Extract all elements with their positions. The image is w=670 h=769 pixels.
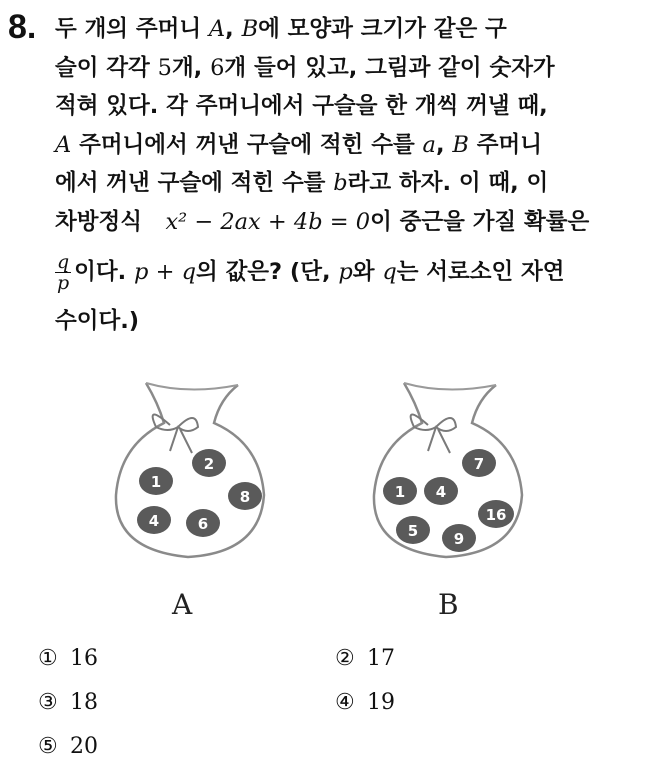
equation: x² − 2ax + 4b = 0 xyxy=(165,208,371,235)
ball-number: 4 xyxy=(148,512,160,530)
bag-a-illustration xyxy=(100,375,280,575)
bag-b-illustration xyxy=(358,375,538,575)
stem-line-4: A 주머니에서 꺼낸 구슬에 적힌 수를 a, B 주머니 xyxy=(55,131,542,158)
bag-neck xyxy=(404,383,496,390)
stem-line-2 xyxy=(55,49,655,88)
bow-ribbon-icon xyxy=(153,414,198,453)
stem-line-1 xyxy=(55,10,655,49)
ball-number: 6 xyxy=(197,515,209,533)
choice-3[interactable] xyxy=(38,690,98,715)
stem-line-5: 에서 꺼낸 구슬에 적힌 수를 b라고 하자. 이 때, 이 xyxy=(55,170,549,197)
choice-marker: ⑤ xyxy=(38,734,58,759)
ball-number: 9 xyxy=(453,530,465,548)
choice-value: 19 xyxy=(367,690,395,715)
stem-line-8: 수이다.) xyxy=(55,307,140,334)
ball-number: 16 xyxy=(485,506,507,524)
choice-marker: ② xyxy=(335,646,355,671)
stem-line-3: 적혀 있다. 각 주머니에서 구슬을 한 개씩 꺼낼 때, xyxy=(55,93,548,120)
choice-marker: ① xyxy=(38,646,58,671)
bag-b-label: B xyxy=(438,588,459,621)
choice-marker: ③ xyxy=(38,690,58,715)
stem-line-7: $\frac{q}{p}$ 이다. p + q의 값은? (단, p와 q는 서로소인 자연 xyxy=(57,250,565,294)
choice-2[interactable] xyxy=(335,646,395,671)
ball-number: 8 xyxy=(239,488,251,506)
choice-value: 20 xyxy=(70,734,98,759)
bag-a-label: A xyxy=(172,588,193,621)
choice-marker: ④ xyxy=(335,690,355,715)
choice-4[interactable] xyxy=(335,690,395,715)
choice-value: 18 xyxy=(70,690,98,715)
ball-number: 7 xyxy=(473,455,485,473)
stem-text: 두 개의 주머니 A, B에 모양과 크기가 같은 구 xyxy=(55,16,507,42)
choice-1[interactable] xyxy=(38,646,98,671)
bow-ribbon-icon xyxy=(411,414,456,453)
question-number: 8. xyxy=(8,8,37,46)
question-stem xyxy=(55,10,655,340)
bag-neck xyxy=(146,383,238,390)
ball-number: 5 xyxy=(407,522,419,540)
ball-number: 1 xyxy=(394,483,406,501)
stem-line-6: 차방정식 x² − 2ax + 4b = 0이 중근을 가질 확률은 xyxy=(55,208,590,235)
choice-5[interactable] xyxy=(38,734,98,759)
stem-text: 슬이 각각 5개, 6개 들어 있고, 그림과 같이 숫자가 xyxy=(55,54,555,81)
choice-value: 17 xyxy=(367,646,395,671)
ball-number: 1 xyxy=(150,473,162,491)
fraction-q-over-p: $\frac{q}{p}$ xyxy=(57,250,70,294)
ball-number: 4 xyxy=(435,483,447,501)
choice-value: 16 xyxy=(70,646,98,671)
ball-number: 2 xyxy=(203,455,215,473)
